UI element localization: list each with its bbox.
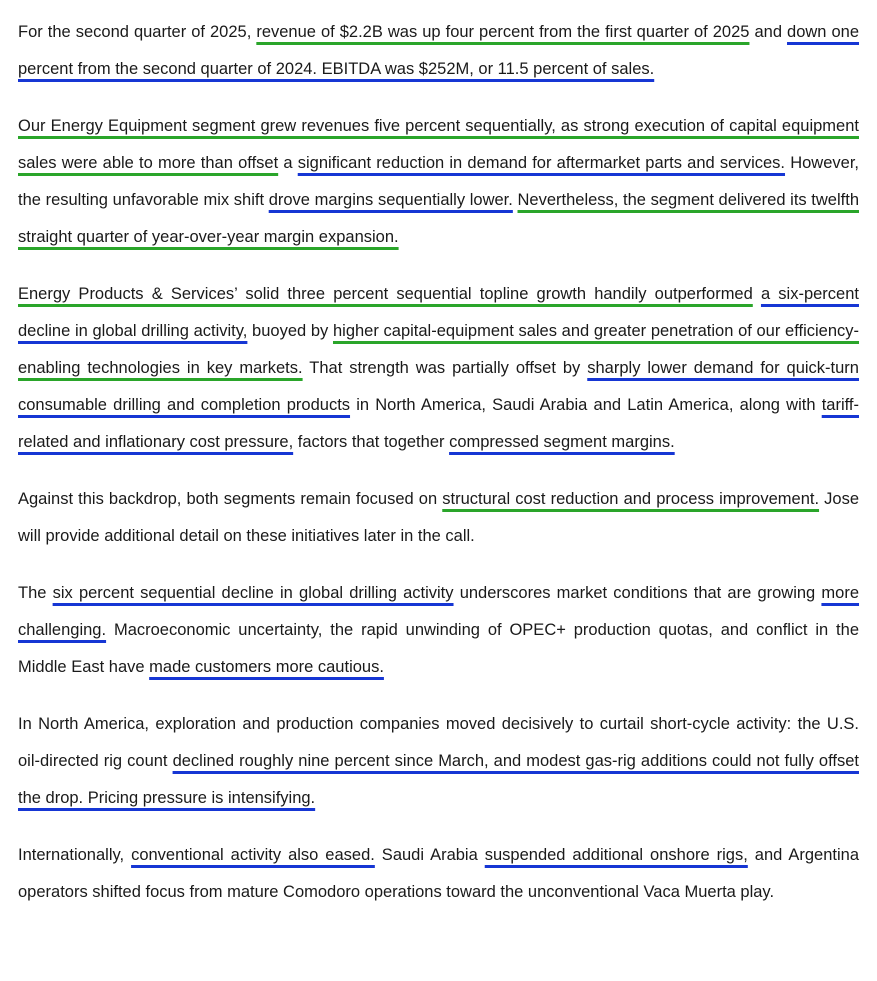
paragraph-market-conditions — [18, 575, 859, 686]
body-text: In North America, exploration and production companies moved decisively to curtail short-cycle activity: the U.S. oil-directed rig count — [18, 715, 859, 770]
negative-highlight: declined roughly nine percent since March, and modest gas-rig additions could not fully offset the drop. Pricing pressure is intensifying. — [18, 752, 859, 807]
paragraph-north-america — [18, 706, 859, 817]
negative-highlight: made customers more cautious. — [149, 658, 384, 676]
paragraph-q2-summary — [18, 14, 859, 88]
body-text: Jose will provide additional detail on these initiatives later in the call. — [18, 490, 860, 545]
negative-highlight: suspended additional onshore rigs, — [484, 846, 748, 864]
negative-highlight: six percent sequential decline in global drilling activity — [52, 584, 454, 602]
paragraph-energy-products-services — [18, 276, 859, 461]
positive-highlight: higher capital-equipment sales and greater penetration of our efficiency-enabling technologies in key markets. — [18, 322, 860, 377]
body-text: a — [278, 154, 298, 172]
body-text: Saudi Arabia — [374, 846, 485, 864]
body-text: That strength was partially offset by — [302, 359, 588, 377]
body-text: Internationally, — [18, 846, 132, 864]
negative-highlight: sharply lower demand for quick-turn consumable drilling and completion products — [18, 359, 859, 414]
body-text: Against this backdrop, both segments remain focused on — [18, 490, 443, 508]
body-text: factors that together — [293, 433, 450, 451]
body-text: However, the resulting unfavorable mix shift — [18, 154, 859, 209]
paragraph-energy-equipment — [18, 108, 859, 256]
body-text: underscores market conditions that are growing — [453, 584, 822, 602]
body-text: Macroeconomic uncertainty, the rapid unwinding of OPEC+ production quotas, and conflict in the Middle East have — [18, 621, 859, 676]
positive-highlight: Our Energy Equipment segment grew revenues five percent sequentially, as strong execution of capital equipment sales were able to more than offset — [18, 117, 859, 172]
body-text: For the second quarter of 2025, — [18, 23, 257, 41]
negative-highlight: tariff-related and inflationary cost pressure, — [18, 396, 859, 451]
body-text: The — [18, 584, 53, 602]
negative-highlight: significant reduction in demand for aftermarket parts and services. — [297, 154, 786, 172]
negative-highlight: drove margins sequentially lower. — [268, 191, 513, 209]
paragraph-international — [18, 837, 859, 911]
negative-highlight: conventional activity also eased. — [131, 846, 375, 864]
positive-highlight: structural cost reduction and process improvement. — [442, 490, 820, 508]
negative-highlight: down one percent from the second quarter of 2024. EBITDA was $252M, or 11.5 percent of sales. — [18, 23, 860, 78]
body-text: in North America, Saudi Arabia and Latin America, along with — [350, 396, 822, 414]
positive-highlight: revenue of $2.2B was up four percent from the first quarter of 2025 — [256, 23, 750, 41]
body-text: and — [749, 23, 788, 41]
positive-highlight: Energy Products & Services’ solid three percent sequential topline growth handily outperformed — [18, 285, 753, 303]
negative-highlight: compressed segment margins. — [449, 433, 675, 451]
negative-highlight: a six-percent decline in global drilling activity, — [18, 285, 859, 340]
negative-highlight: more challenging. — [18, 584, 860, 639]
body-text: and Argentina operators shifted focus from mature Comodoro operations toward the unconventional Vaca Muerta play. — [18, 846, 859, 901]
body-text — [753, 285, 761, 303]
positive-highlight: Nevertheless, the segment delivered its twelfth straight quarter of year-over-year margin expansion. — [18, 191, 859, 246]
body-text: buoyed by — [247, 322, 333, 340]
paragraph-cost-focus — [18, 481, 859, 555]
